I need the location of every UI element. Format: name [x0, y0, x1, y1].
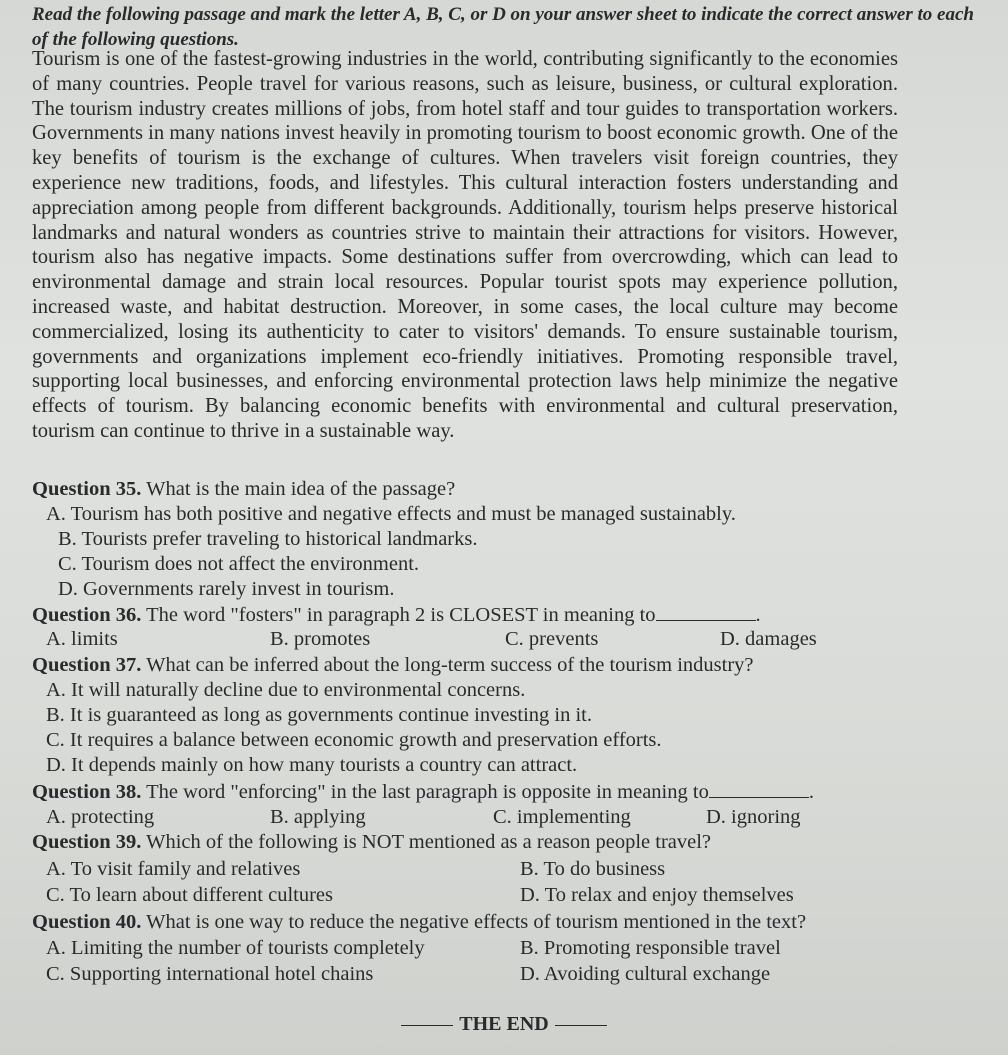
question-end: .	[755, 604, 761, 626]
option-c[interactable]: C. Supporting international hotel chains	[46, 963, 374, 985]
question-text: What is the main idea of the passage?	[146, 478, 456, 500]
question-text: The word "fosters" in paragraph 2 is CLOSEST in meaning to	[146, 604, 656, 626]
option-a[interactable]: A. It will naturally decline due to environmental concerns.	[46, 679, 526, 701]
option-c[interactable]: C. It requires a balance between economic growth and preservation efforts.	[46, 729, 662, 751]
question-38	[32, 780, 814, 804]
question-35	[32, 477, 455, 501]
question-text: The word "enforcing" in the last paragraph is opposite in meaning to	[146, 781, 709, 803]
question-text: What is one way to reduce the negative effects of tourism mentioned in the text?	[146, 911, 807, 933]
question-number: Question 39.	[32, 831, 142, 853]
question-number: Question 40.	[32, 911, 142, 933]
option-c[interactable]: C. prevents	[505, 628, 599, 650]
option-a[interactable]: A. Limiting the number of tourists completely	[46, 937, 425, 959]
option-b[interactable]: B. applying	[270, 806, 366, 828]
question-text: What can be inferred about the long-term success of the tourism industry?	[146, 654, 754, 676]
option-b[interactable]: B. Promoting responsible travel	[520, 937, 781, 959]
question-36	[32, 603, 761, 627]
option-b[interactable]: B. Tourists prefer traveling to historical landmarks.	[58, 528, 478, 550]
question-number: Question 35.	[32, 478, 142, 500]
option-a[interactable]: A. limits	[46, 628, 118, 650]
question-37	[32, 653, 754, 677]
option-c[interactable]: C. Tourism does not affect the environment.	[58, 553, 420, 575]
end-rule-left	[401, 1025, 453, 1026]
instruction: Read the following passage and mark the letter A, B, C, or D on your answer sheet to indicate the correct answer to each of the following questions.	[32, 4, 974, 50]
question-number: Question 36.	[32, 604, 142, 626]
question-40	[32, 910, 806, 934]
option-b[interactable]: B. It is guaranteed as long as governments continue investing in it.	[46, 704, 592, 726]
option-a[interactable]: A. Tourism has both positive and negative effects and must be managed sustainably.	[46, 503, 736, 525]
option-d[interactable]: D. damages	[720, 628, 817, 650]
option-d[interactable]: D. To relax and enjoy themselves	[520, 884, 794, 906]
question-number: Question 38.	[32, 781, 142, 803]
question-end: .	[808, 781, 814, 803]
option-d[interactable]: D. Avoiding cultural exchange	[520, 963, 771, 985]
question-number: Question 37.	[32, 654, 142, 676]
option-b[interactable]: B. promotes	[270, 628, 371, 650]
option-a[interactable]: A. To visit family and relatives	[46, 858, 301, 880]
option-d[interactable]: D. Governments rarely invest in tourism.	[58, 578, 395, 600]
question-text: Which of the following is NOT mentioned as a reason people travel?	[146, 831, 712, 853]
option-b[interactable]: B. To do business	[520, 858, 666, 880]
end-marker	[0, 1013, 1008, 1036]
option-a[interactable]: A. protecting	[46, 806, 155, 828]
end-text: THE END	[459, 1013, 549, 1035]
end-rule-right	[555, 1025, 607, 1026]
option-c[interactable]: C. implementing	[493, 806, 631, 828]
question-39	[32, 830, 711, 854]
option-c[interactable]: C. To learn about different cultures	[46, 884, 333, 906]
option-d[interactable]: D. It depends mainly on how many tourists a country can attract.	[46, 754, 578, 776]
option-d[interactable]: D. ignoring	[706, 806, 801, 828]
answer-blank	[709, 781, 809, 798]
answer-blank	[656, 604, 756, 621]
reading-passage: Tourism is one of the fastest-growing industries in the world, contributing significantly to the economies of many countries. People travel for various reasons, such as leisure, business, or cultural exploration. The tourism industry creates millions of jobs, from hotel staff and tour guides to transportation workers. Governments in many nations invest heavily in promoting tourism to boost economic growth. One of the key benefits of tourism is the exchange of cultures. When travelers visit foreign countries, they experience new traditions, foods, and lifestyles. This cultural interaction fosters understanding and appreciation among people from different backgrounds. Additionally, tourism helps preserve historical landmarks and natural wonders as countries strive to maintain their attractions for visitors. However, tourism also has negative impacts. Some destinations suffer from overcrowding, which can lead to environmental damage and strain local resources. Popular tourist spots may experience pollution, increased waste, and habitat destruction. Moreover, in some cases, the local culture may become commercialized, losing its authenticity to cater to visitors' demands. To ensure sustainable tourism, governments and organizations implement eco-friendly initiatives. Promoting responsible travel, supporting local businesses, and enforcing environmental protection laws help minimize the negative effects of tourism. By balancing economic benefits with environmental and cultural preservation, tourism can continue to thrive in a sustainable way.	[32, 48, 898, 442]
